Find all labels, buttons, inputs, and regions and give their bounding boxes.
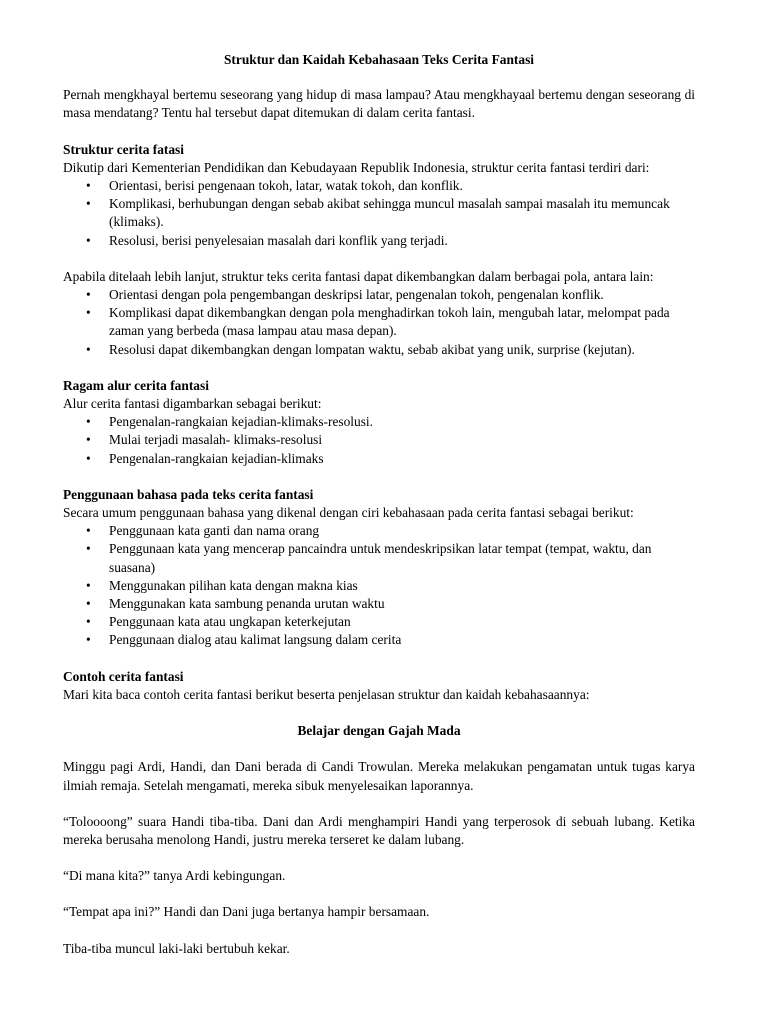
list-item: • Penggunaan kata ganti dan nama orang bbox=[63, 522, 695, 540]
struktur-heading: Struktur cerita fatasi bbox=[63, 141, 184, 157]
alur-list bbox=[63, 413, 695, 468]
contoh-lead: Mari kita baca contoh cerita fantasi berikut beserta penjelasan struktur dan kaidah kebahasaannya: bbox=[63, 686, 590, 702]
story-paragraph: “Tempat apa ini?” Handi dan Dani juga bertanya hampir bersamaan. bbox=[63, 904, 430, 920]
alur-heading: Ragam alur cerita fantasi bbox=[63, 377, 209, 393]
story-paragraph: Tiba-tiba muncul laki-laki bertubuh kekar. bbox=[63, 940, 290, 956]
document-content bbox=[63, 51, 695, 958]
bahasa-lead: Secara umum penggunaan bahasa yang dikenal dengan ciri kebahasaan pada cerita fantasi sebagai berikut: bbox=[63, 505, 634, 521]
pola-list bbox=[63, 286, 695, 359]
contoh-heading: Contoh cerita fantasi bbox=[63, 668, 184, 684]
list-item: • Pengenalan-rangkaian kejadian-klimaks-resolusi. bbox=[63, 413, 695, 431]
list-item: • Pengenalan-rangkaian kejadian-klimaks bbox=[63, 450, 695, 468]
story-paragraph: Minggu pagi Ardi, Handi, dan Dani berada di Candi Trowulan. Mereka melakukan pengamatan untuk tugas karya ilmiah remaja. Setelah mengamati, mereka sibuk menyelesaikan laporannya. bbox=[63, 759, 695, 793]
list-item: • Mulai terjadi masalah- klimaks-resolusi bbox=[63, 431, 695, 449]
list-item: • Penggunaan kata yang mencerap pancaindra untuk mendeskripsikan latar tempat (tempat, waktu, dan suasana) bbox=[63, 540, 695, 576]
list-item: • Komplikasi, berhubungan dengan sebab akibat sehingga muncul masalah sampai masalah itu memuncak (klimaks). bbox=[63, 195, 695, 231]
bahasa-heading: Penggunaan bahasa pada teks cerita fantasi bbox=[63, 486, 314, 502]
pola-lead: Apabila ditelaah lebih lanjut, struktur teks cerita fantasi dapat dikembangkan dalam berbagai pola, antara lain: bbox=[63, 268, 654, 284]
list-item: • Menggunakan pilihan kata dengan makna kias bbox=[63, 577, 695, 595]
list-item: • Penggunaan kata atau ungkapan keterkejutan bbox=[63, 613, 695, 631]
list-item: • Komplikasi dapat dikembangkan dengan pola menghadirkan tokoh lain, mengubah latar, melompat pada zaman yang berbeda (masa lampau atau masa depan). bbox=[63, 304, 695, 340]
story-title: Belajar dengan Gajah Mada bbox=[297, 723, 461, 739]
list-item: • Resolusi dapat dikembangkan dengan lompatan waktu, sebab akibat yang unik, surprise (kejutan). bbox=[63, 341, 695, 359]
list-item: • Orientasi, berisi pengenaan tokoh, latar, watak tokoh, dan konflik. bbox=[63, 177, 695, 195]
story-paragraph: “Di mana kita?” tanya Ardi kebingungan. bbox=[63, 868, 286, 884]
story-paragraph: “Toloooong” suara Handi tiba-tiba. Dani dan Ardi menghampiri Handi yang terperosok di sebuah lubang. Ketika mereka berusaha menolong Handi, justru mereka terseret ke dalam lubang. bbox=[63, 813, 695, 847]
intro-paragraph: Pernah mengkhayal bertemu seseorang yang hidup di masa lampau? Atau mengkhayaal bertemu dengan seseorang di masa mendatang? Tentu hal tersebut dapat ditemukan di dalam cerita fantasi. bbox=[63, 87, 695, 121]
list-item: • Menggunakan kata sambung penanda urutan waktu bbox=[63, 595, 695, 613]
list-item: • Orientasi dengan pola pengembangan deskripsi latar, pengenalan tokoh, pengenalan konflik. bbox=[63, 286, 695, 304]
struktur-lead: Dikutip dari Kementerian Pendidikan dan Kebudayaan Republik Indonesia, struktur cerita fantasi terdiri dari: bbox=[63, 159, 650, 175]
list-item: • Resolusi, berisi penyelesaian masalah dari konflik yang terjadi. bbox=[63, 232, 695, 250]
list-item: • Penggunaan dialog atau kalimat langsung dalam cerita bbox=[63, 631, 695, 649]
alur-lead: Alur cerita fantasi digambarkan sebagai berikut: bbox=[63, 396, 322, 412]
bahasa-list bbox=[63, 522, 695, 649]
document-title: Struktur dan Kaidah Kebahasaan Teks Cerita Fantasi bbox=[223, 52, 535, 67]
struktur-list bbox=[63, 177, 695, 250]
